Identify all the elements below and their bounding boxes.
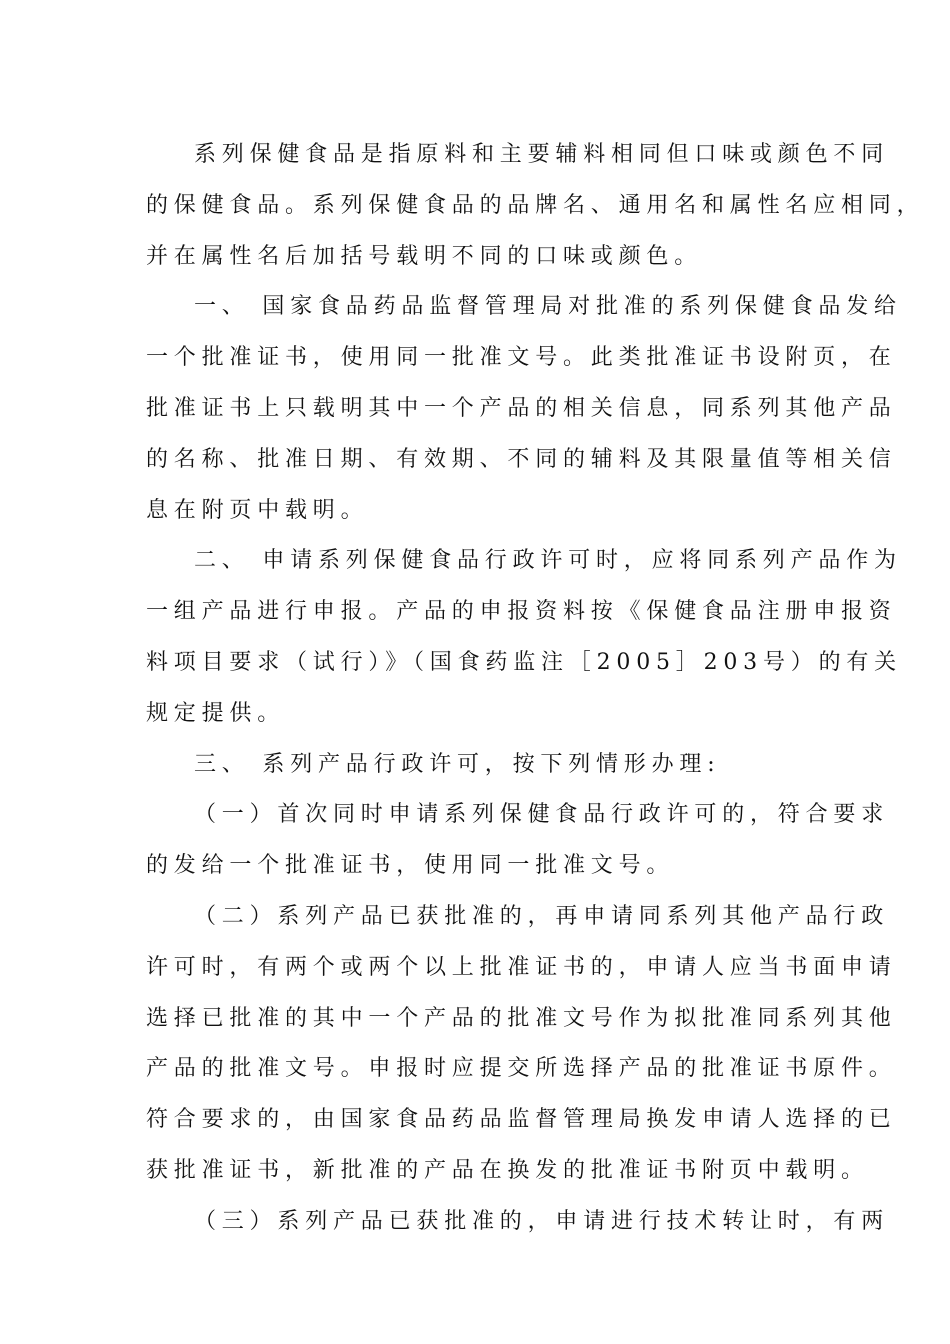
text-line: （一）首次同时申请系列保健食品行政许可的，符合要求 bbox=[194, 802, 890, 828]
text-line: 一、 国家食品药品监督管理局对批准的系列保健食品发给 bbox=[194, 294, 902, 320]
text-line: （二）系列产品已获批准的，再申请同系列其他产品行政 bbox=[194, 903, 890, 929]
text-line: 一组产品进行申报。产品的申报资料按《保健食品注册申报资 bbox=[146, 599, 897, 625]
text-line: （三）系列产品已获批准的，申请进行技术转让时，有两 bbox=[194, 1208, 890, 1234]
text-line: 的保健食品。系列保健食品的品牌名、通用名和属性名应相同， bbox=[146, 192, 925, 218]
text-line: 三、 系列产品行政许可，按下列情形办理: bbox=[194, 751, 721, 777]
text-line: 的名称、批准日期、有效期、不同的辅料及其限量值等相关信 bbox=[146, 446, 897, 472]
text-line: 批准证书上只载明其中一个产品的相关信息，同系列其他产品 bbox=[146, 395, 897, 421]
text-line: 料项目要求（试行）》（国食药监注［2005］203号）的有关 bbox=[146, 649, 902, 675]
text-line: 规定提供。 bbox=[146, 700, 286, 726]
text-line: 二、 申请系列保健食品行政许可时，应将同系列产品作为 bbox=[194, 548, 902, 574]
text-line: 息在附页中载明。 bbox=[146, 497, 369, 523]
text-line: 许可时，有两个或两个以上批准证书的，申请人应当书面申请 bbox=[146, 954, 897, 980]
text-line: 获批准证书，新批准的产品在换发的批准证书附页中载明。 bbox=[146, 1157, 869, 1183]
text-line: 并在属性名后加括号载明不同的口味或颜色。 bbox=[146, 243, 703, 269]
text-line: 的发给一个批准证书，使用同一批准文号。 bbox=[146, 853, 675, 879]
text-line: 一个批准证书，使用同一批准文号。此类批准证书设附页，在 bbox=[146, 345, 897, 371]
document-body bbox=[146, 130, 925, 1248]
text-line: 系列保健食品是指原料和主要辅料相同但口味或颜色不同 bbox=[194, 142, 890, 167]
text-line: 产品的批准文号。申报时应提交所选择产品的批准证书原件。 bbox=[146, 1056, 897, 1082]
text-line: 选择已批准的其中一个产品的批准文号作为拟批准同系列其他 bbox=[146, 1005, 897, 1031]
text-line: 符合要求的，由国家食品药品监督管理局换发申请人选择的已 bbox=[146, 1107, 897, 1133]
